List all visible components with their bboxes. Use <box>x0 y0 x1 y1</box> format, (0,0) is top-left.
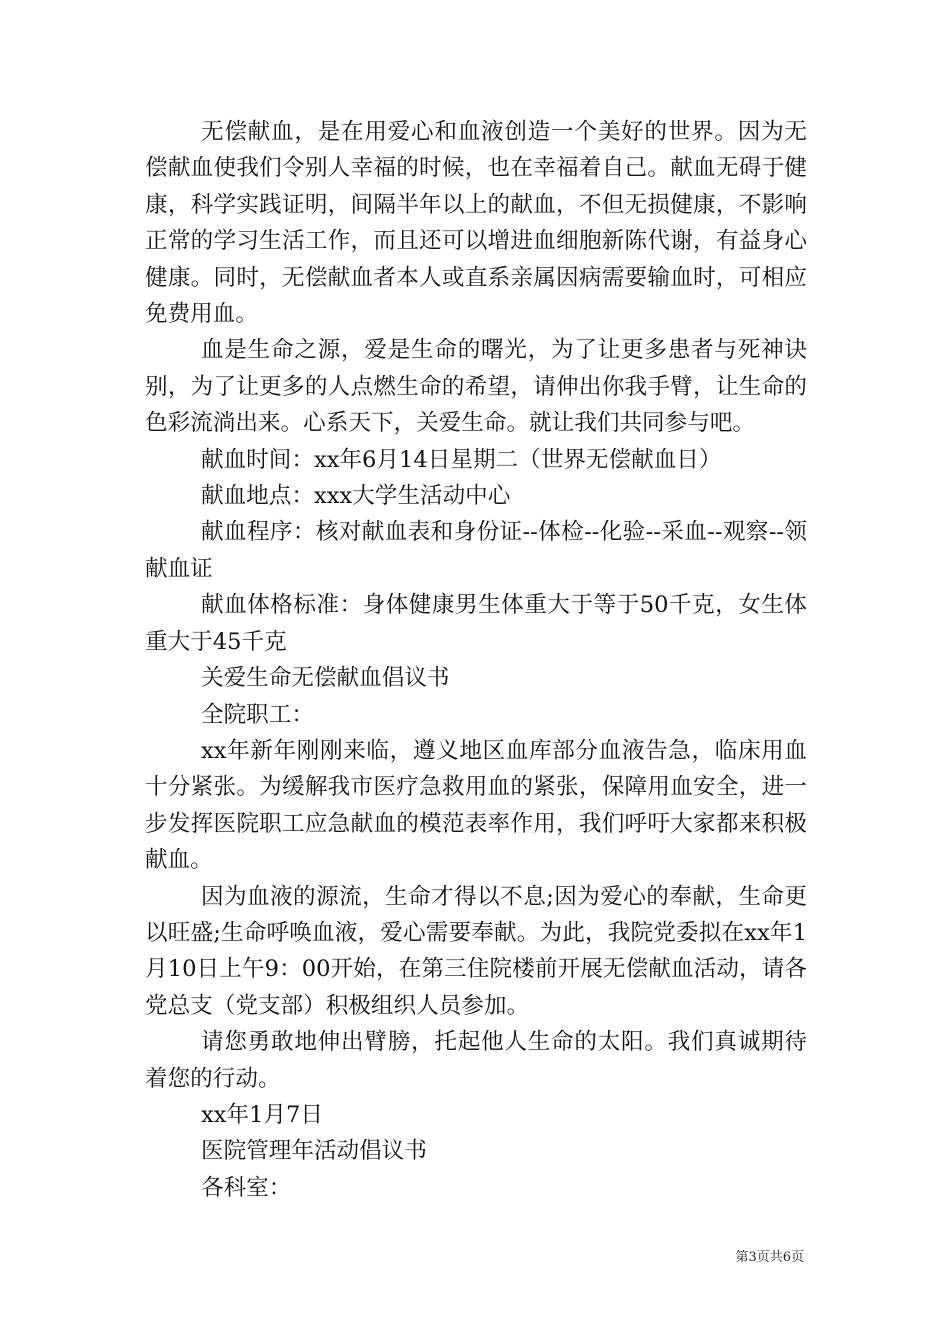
paragraph-blood-source-of-life: 血是生命之源，爱是生命的曙光，为了让更多患者与死神诀别，为了让更多的人点燃生命的希望，请伸出你我手臂，让生命的色彩流淌出来。心系天下，关爱生命。就让我们共同参与吧。 <box>145 337 807 437</box>
paragraph-donation-location: 献血地点：xxx大学生活动中心 <box>201 483 511 510</box>
paragraph-activity-announcement: 因为血液的源流，生命才得以不息;因为爱心的奉献，生命更以旺盛;生命呼唤血液，爱心需要奉献。为此，我院党委拟在xx年1月10日上午9：00开始，在第三住院楼前开展无偿献血活动，请各党总支（党支部）积极组织人员参加。 <box>145 883 807 1019</box>
paragraph-call-to-action: 请您勇敢地伸出臂膀，托起他人生命的太阳。我们真诚期待着您的行动。 <box>145 1029 807 1092</box>
paragraph-donation-time: 献血时间：xx年6月14日星期二（世界无偿献血日） <box>201 446 722 473</box>
salutation-all-staff: 全院职工： <box>201 701 314 728</box>
paragraph-blood-donation-intro: 无偿献血，是在用爱心和血液创造一个美好的世界。因为无偿献血使我们令别人幸福的时候，也在幸福着自己。献血无碍于健康，科学实践证明，间隔半年以上的献血，不但无损健康，不影响正常的学习生活工作，而且还可以增进血细胞新陈代谢，有益身心健康。同时，无偿献血者本人或直系亲属因病需要输血时，可相应免费用血。 <box>145 119 807 328</box>
document-body <box>145 114 807 1206</box>
salutation-departments: 各科室： <box>201 1174 292 1201</box>
second-proposal-title: 医院管理年活动倡议书 <box>201 1138 427 1165</box>
paragraph-blood-shortage: xx年新年刚刚来临，遵义地区血库部分血液告急，临床用血十分紧张。为缓解我市医疗急救用血的紧张，保障用血安全，进一步发挥医院职工应急献血的模范表率作用，我们呼吁大家都来积极献血。 <box>145 737 807 874</box>
paragraph-donation-procedure: 献血程序：核对献血表和身份证--体检--化验--采血--观察--领献血证 <box>145 519 807 582</box>
proposal-title: 关爱生命无偿献血倡议书 <box>201 665 450 692</box>
document-date: xx年1月7日 <box>201 1101 324 1128</box>
paragraph-donation-criteria: 献血体格标准：身体健康男生体重大于等于50千克，女生体重大于45千克 <box>145 592 807 655</box>
page-number: 第3页共6页 <box>735 1250 804 1265</box>
